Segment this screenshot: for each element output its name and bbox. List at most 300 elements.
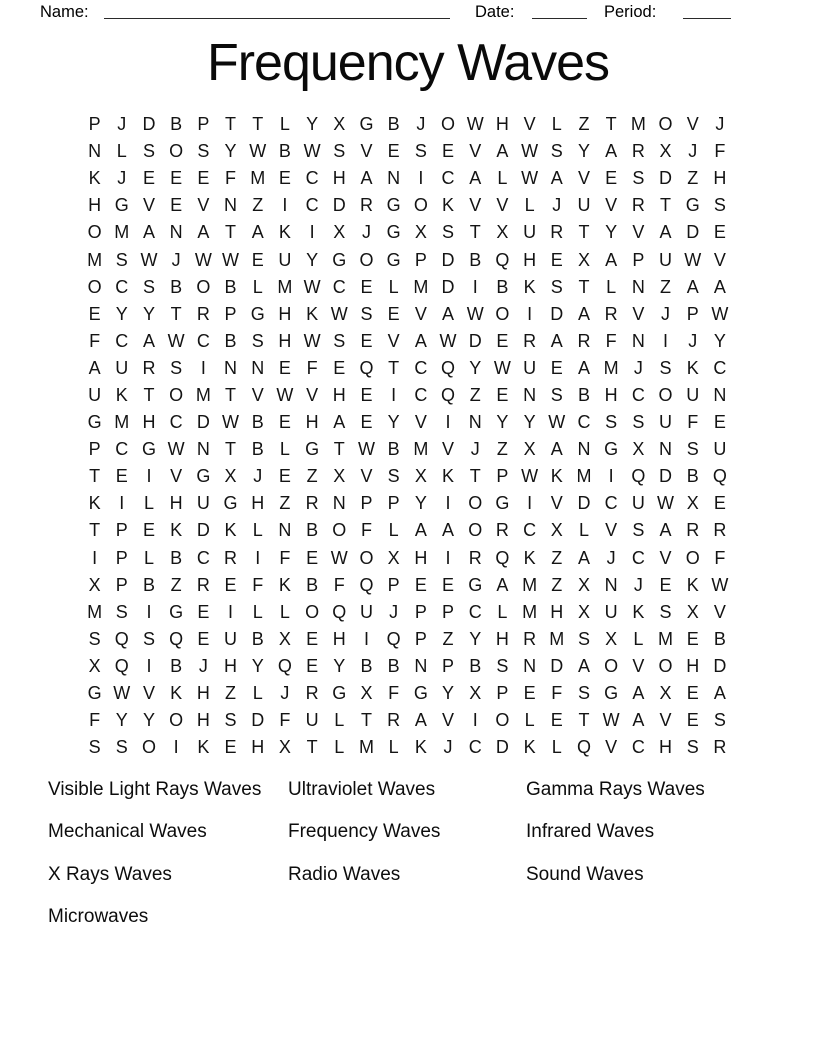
grid-letter-r20c18: M <box>549 628 565 649</box>
grid-letter-r21c5: J <box>198 655 208 676</box>
grid-letter-r19c19: X <box>577 601 590 622</box>
grid-letter-r17c24: F <box>714 547 726 568</box>
grid-letter-r2c10: S <box>333 141 346 162</box>
grid-letter-r23c9: U <box>305 710 319 731</box>
letter-grid <box>81 111 734 761</box>
grid-letter-r7c3: S <box>142 276 155 297</box>
grid-letter-r23c19: T <box>578 710 590 731</box>
grid-letter-r6c10: G <box>332 249 347 270</box>
grid-letter-r8c11: S <box>360 303 373 324</box>
grid-letter-r2c2: L <box>116 141 127 162</box>
grid-letter-r4c21: R <box>631 195 645 216</box>
grid-letter-r24c17: K <box>523 737 536 758</box>
grid-letter-r15c1: K <box>88 493 101 514</box>
grid-letter-r15c13: Y <box>414 493 427 514</box>
grid-letter-r6c16: Q <box>495 249 510 270</box>
grid-letter-r6c3: W <box>140 249 158 270</box>
grid-letter-r5c3: A <box>142 222 155 243</box>
grid-letter-r14c10: X <box>333 466 346 487</box>
grid-letter-r7c11: E <box>360 276 373 297</box>
grid-letter-r5c5: A <box>197 222 210 243</box>
grid-letter-r9c14: W <box>439 330 457 351</box>
grid-letter-r10c6: N <box>224 357 238 378</box>
grid-letter-r20c8: X <box>278 628 291 649</box>
grid-letter-r7c9: W <box>303 276 321 297</box>
grid-letter-r11c15: Z <box>469 384 481 405</box>
grid-letter-r8c1: E <box>88 303 101 324</box>
grid-letter-r21c11: B <box>360 655 373 676</box>
grid-letter-r10c1: A <box>88 357 101 378</box>
grid-letter-r8c14: A <box>442 303 455 324</box>
grid-letter-r10c10: E <box>333 357 346 378</box>
grid-letter-r3c2: J <box>117 168 127 189</box>
grid-letter-r18c24: W <box>711 574 729 595</box>
grid-letter-r13c1: P <box>88 439 101 460</box>
grid-letter-r17c11: O <box>359 547 374 568</box>
grid-letter-r3c20: E <box>605 168 618 189</box>
grid-letter-r4c23: G <box>685 195 700 216</box>
grid-letter-r8c24: W <box>711 303 729 324</box>
grid-letter-r8c23: P <box>686 303 699 324</box>
grid-letter-r4c10: D <box>332 195 346 216</box>
grid-letter-r9c20: F <box>605 330 617 351</box>
grid-letter-r24c4: I <box>173 737 179 758</box>
grid-letter-r18c2: P <box>115 574 128 595</box>
grid-letter-r19c11: U <box>359 601 373 622</box>
grid-letter-r17c19: A <box>577 547 590 568</box>
grid-letter-r18c11: Q <box>359 574 374 595</box>
grid-letter-r12c20: S <box>605 412 618 433</box>
grid-letter-r19c9: O <box>305 601 320 622</box>
grid-letter-r17c7: I <box>255 547 261 568</box>
grid-letter-r9c5: C <box>196 330 210 351</box>
grid-letter-r7c17: K <box>523 276 536 297</box>
grid-letter-r11c13: C <box>414 384 428 405</box>
grid-letter-r8c2: Y <box>115 303 128 324</box>
grid-letter-r24c22: H <box>659 737 673 758</box>
grid-letter-r4c16: V <box>496 195 509 216</box>
grid-letter-r20c21: L <box>633 628 644 649</box>
grid-letter-r1c10: X <box>333 114 346 135</box>
grid-letter-r11c18: S <box>550 384 563 405</box>
grid-letter-r9c10: S <box>333 330 346 351</box>
grid-letter-r11c17: N <box>523 384 537 405</box>
grid-letter-r13c13: M <box>413 439 429 460</box>
grid-letter-r1c4: B <box>170 114 183 135</box>
grid-letter-r14c4: V <box>170 466 183 487</box>
grid-letter-r4c2: G <box>114 195 129 216</box>
grid-letter-r13c16: Z <box>496 439 508 460</box>
grid-letter-r10c2: U <box>115 357 129 378</box>
grid-letter-r24c7: H <box>251 737 265 758</box>
grid-letter-r2c24: F <box>714 141 726 162</box>
grid-letter-r4c11: R <box>359 195 373 216</box>
grid-letter-r22c23: E <box>686 683 699 704</box>
grid-letter-r23c4: O <box>169 710 184 731</box>
grid-letter-r16c17: C <box>523 520 537 541</box>
grid-letter-r5c2: M <box>114 222 130 243</box>
grid-letter-r21c20: O <box>604 655 619 676</box>
grid-letter-r12c6: W <box>222 412 240 433</box>
grid-letter-r17c21: C <box>631 547 645 568</box>
grid-letter-r7c10: C <box>332 276 346 297</box>
grid-letter-r17c13: H <box>414 547 428 568</box>
grid-letter-r16c6: K <box>224 520 237 541</box>
grid-letter-r3c22: D <box>659 168 673 189</box>
grid-letter-r19c23: X <box>686 601 699 622</box>
grid-letter-r2c21: R <box>631 141 645 162</box>
grid-letter-r15c6: G <box>223 493 238 514</box>
grid-letter-r8c4: T <box>170 303 182 324</box>
word-list-item: Visible Light Rays Waves <box>48 779 262 800</box>
grid-letter-r18c17: M <box>522 574 538 595</box>
grid-letter-r2c3: S <box>142 141 155 162</box>
grid-letter-r15c12: P <box>387 493 400 514</box>
grid-letter-r11c21: C <box>631 384 645 405</box>
grid-letter-r13c14: V <box>442 439 455 460</box>
grid-letter-r7c22: Z <box>660 276 672 297</box>
grid-letter-r24c12: L <box>388 737 399 758</box>
word-list-item: Frequency Waves <box>288 821 441 843</box>
grid-letter-r2c20: A <box>605 141 618 162</box>
grid-letter-r18c4: Z <box>170 574 182 595</box>
grid-letter-r21c8: Q <box>277 655 292 676</box>
period-blank-line <box>683 1 731 19</box>
grid-letter-r1c19: Z <box>578 114 590 135</box>
grid-letter-r12c2: M <box>114 412 130 433</box>
grid-letter-r22c3: V <box>142 683 155 704</box>
grid-letter-r4c13: O <box>413 195 428 216</box>
grid-letter-r8c6: P <box>224 303 237 324</box>
grid-letter-r12c24: E <box>713 412 726 433</box>
grid-letter-r18c12: P <box>387 574 400 595</box>
grid-letter-r7c21: N <box>631 276 645 297</box>
grid-letter-r20c14: Z <box>442 628 454 649</box>
grid-letter-r11c23: U <box>686 384 700 405</box>
grid-letter-r14c19: M <box>576 466 592 487</box>
grid-letter-r23c24: S <box>713 710 726 731</box>
grid-letter-r2c17: W <box>521 141 539 162</box>
grid-letter-r17c15: R <box>468 547 482 568</box>
grid-letter-r3c15: A <box>469 168 482 189</box>
grid-letter-r10c22: S <box>659 357 672 378</box>
grid-letter-r1c9: Y <box>306 114 319 135</box>
grid-letter-r15c14: I <box>445 493 451 514</box>
grid-letter-r9c9: W <box>303 330 321 351</box>
grid-letter-r24c6: E <box>224 737 237 758</box>
grid-letter-r10c12: T <box>388 357 400 378</box>
grid-letter-r17c17: K <box>523 547 536 568</box>
grid-letter-r2c23: J <box>688 141 698 162</box>
grid-letter-r23c15: I <box>472 710 478 731</box>
grid-letter-r14c5: G <box>196 466 211 487</box>
grid-letter-r24c15: C <box>468 737 482 758</box>
grid-letter-r2c7: W <box>249 141 267 162</box>
grid-letter-r21c17: N <box>523 655 537 676</box>
grid-letter-r21c16: S <box>496 655 509 676</box>
grid-letter-r7c4: B <box>170 276 183 297</box>
grid-letter-r8c21: V <box>632 303 645 324</box>
grid-letter-r15c18: V <box>550 493 563 514</box>
grid-letter-r11c3: T <box>143 384 155 405</box>
grid-letter-r20c6: U <box>224 628 238 649</box>
grid-letter-r14c7: J <box>253 466 263 487</box>
grid-letter-r7c5: O <box>196 276 211 297</box>
grid-letter-r19c13: P <box>414 601 427 622</box>
puzzle-title: Frequency Waves <box>206 34 610 92</box>
grid-letter-r5c11: J <box>361 222 371 243</box>
grid-letter-r9c21: N <box>631 330 645 351</box>
grid-letter-r2c16: A <box>496 141 509 162</box>
word-list-item: Mechanical Waves <box>48 821 207 843</box>
grid-letter-r12c10: A <box>333 412 346 433</box>
grid-letter-r1c6: T <box>225 114 237 135</box>
grid-letter-r21c3: I <box>146 655 152 676</box>
grid-letter-r21c10: Y <box>333 655 346 676</box>
grid-letter-r22c17: E <box>523 683 536 704</box>
grid-letter-r22c12: F <box>388 683 400 704</box>
grid-letter-r22c6: Z <box>225 683 237 704</box>
grid-letter-r3c4: E <box>170 168 183 189</box>
grid-letter-r15c19: D <box>577 493 591 514</box>
grid-letter-r5c24: E <box>713 222 726 243</box>
grid-letter-r8c3: Y <box>142 303 155 324</box>
grid-letter-r20c19: S <box>577 628 590 649</box>
grid-letter-r14c12: S <box>387 466 400 487</box>
grid-letter-r2c8: B <box>278 141 291 162</box>
grid-letter-r22c11: X <box>360 683 373 704</box>
grid-letter-r22c13: G <box>413 683 428 704</box>
grid-letter-r22c4: K <box>170 683 183 704</box>
grid-letter-r23c20: W <box>602 710 620 731</box>
grid-letter-r18c15: G <box>468 574 483 595</box>
grid-letter-r12c11: E <box>360 412 373 433</box>
grid-letter-r14c22: D <box>659 466 673 487</box>
grid-letter-r1c23: V <box>686 114 699 135</box>
grid-letter-r8c5: R <box>196 303 210 324</box>
grid-letter-r23c8: F <box>279 710 291 731</box>
grid-letter-r16c14: A <box>442 520 455 541</box>
grid-letter-r3c18: A <box>550 168 563 189</box>
grid-letter-r7c13: M <box>413 276 429 297</box>
grid-letter-r6c6: W <box>222 249 240 270</box>
grid-letter-r19c4: G <box>169 601 184 622</box>
grid-letter-r1c1: P <box>88 114 101 135</box>
grid-letter-r20c22: M <box>658 628 674 649</box>
grid-letter-r22c10: G <box>332 683 347 704</box>
grid-letter-r4c3: V <box>142 195 155 216</box>
grid-letter-r12c21: S <box>632 412 645 433</box>
grid-letter-r16c7: L <box>252 520 263 541</box>
grid-letter-r18c7: F <box>252 574 264 595</box>
grid-letter-r16c2: P <box>115 520 128 541</box>
grid-letter-r1c18: L <box>551 114 562 135</box>
grid-letter-r16c19: L <box>578 520 589 541</box>
grid-letter-r22c7: L <box>252 683 263 704</box>
grid-letter-r24c5: K <box>197 737 210 758</box>
grid-letter-r13c4: W <box>167 439 185 460</box>
grid-letter-r1c21: M <box>630 114 646 135</box>
grid-letter-r14c15: T <box>469 466 481 487</box>
grid-letter-r15c7: H <box>251 493 265 514</box>
grid-letter-r19c14: P <box>442 601 455 622</box>
grid-letter-r18c18: Z <box>551 574 563 595</box>
grid-letter-r7c15: I <box>472 276 478 297</box>
grid-letter-r15c4: H <box>169 493 183 514</box>
grid-letter-r3c24: H <box>713 168 727 189</box>
grid-letter-r10c4: S <box>170 357 183 378</box>
grid-letter-r19c20: U <box>604 601 618 622</box>
grid-letter-r11c9: V <box>306 384 319 405</box>
grid-letter-r23c12: R <box>387 710 401 731</box>
grid-letter-r17c9: E <box>306 547 319 568</box>
date-blank-line <box>532 1 587 19</box>
grid-letter-r9c4: W <box>167 330 185 351</box>
grid-letter-r20c1: S <box>88 628 101 649</box>
grid-letter-r10c23: K <box>686 357 699 378</box>
grid-letter-r23c11: T <box>360 710 372 731</box>
grid-letter-r1c13: J <box>416 114 426 135</box>
grid-letter-r14c8: E <box>278 466 291 487</box>
grid-letter-r9c18: A <box>550 330 563 351</box>
grid-letter-r12c12: Y <box>387 412 400 433</box>
grid-letter-r8c8: H <box>278 303 292 324</box>
grid-letter-r24c1: S <box>88 737 101 758</box>
grid-letter-r22c5: H <box>196 683 210 704</box>
grid-letter-r3c7: M <box>250 168 266 189</box>
grid-letter-r13c19: N <box>577 439 591 460</box>
grid-letter-r9c24: Y <box>713 330 726 351</box>
grid-letter-r2c22: X <box>659 141 672 162</box>
grid-letter-r5c4: N <box>169 222 183 243</box>
grid-letter-r5c7: A <box>251 222 264 243</box>
grid-letter-r10c20: M <box>603 357 619 378</box>
grid-letter-r8c16: O <box>495 303 510 324</box>
grid-letter-r14c21: Q <box>631 466 646 487</box>
grid-letter-r21c9: E <box>306 655 319 676</box>
grid-letter-r12c23: F <box>687 412 699 433</box>
grid-letter-r4c12: G <box>386 195 401 216</box>
grid-letter-r16c5: D <box>196 520 210 541</box>
grid-letter-r7c2: C <box>115 276 129 297</box>
grid-letter-r12c8: E <box>278 412 291 433</box>
grid-letter-r24c13: K <box>414 737 427 758</box>
word-list-item: Sound Waves <box>526 863 644 885</box>
grid-letter-r18c20: N <box>604 574 618 595</box>
grid-letter-r3c23: Z <box>687 168 699 189</box>
grid-letter-r21c18: D <box>550 655 564 676</box>
grid-letter-r20c5: E <box>197 628 210 649</box>
grid-letter-r8c19: A <box>577 303 590 324</box>
grid-letter-r1c8: L <box>279 114 290 135</box>
grid-letter-r13c24: U <box>713 439 727 460</box>
grid-letter-r10c17: U <box>523 357 537 378</box>
grid-letter-r8c9: K <box>306 303 319 324</box>
grid-letter-r11c7: V <box>251 384 264 405</box>
name-blank-line <box>104 1 450 19</box>
grid-letter-r9c16: E <box>496 330 509 351</box>
grid-letter-r12c5: D <box>196 412 210 433</box>
grid-letter-r7c18: S <box>550 276 563 297</box>
grid-letter-r19c16: L <box>497 601 508 622</box>
grid-letter-r13c2: C <box>115 439 129 460</box>
grid-letter-r18c3: B <box>142 574 155 595</box>
grid-letter-r24c20: V <box>605 737 618 758</box>
grid-letter-r24c8: X <box>278 737 291 758</box>
grid-letter-r12c13: V <box>414 412 427 433</box>
grid-letter-r16c22: A <box>659 520 672 541</box>
grid-letter-r15c23: X <box>686 493 699 514</box>
grid-letter-r13c11: W <box>357 439 375 460</box>
grid-letter-r20c11: I <box>363 628 369 649</box>
grid-letter-r16c4: K <box>170 520 183 541</box>
grid-letter-r6c24: V <box>713 249 726 270</box>
grid-letter-r6c9: Y <box>306 249 319 270</box>
grid-letter-r23c17: L <box>524 710 535 731</box>
grid-letter-r19c22: S <box>659 601 672 622</box>
grid-letter-r18c1: X <box>88 574 101 595</box>
grid-letter-r20c17: R <box>523 628 537 649</box>
grid-letter-r18c16: A <box>496 574 509 595</box>
grid-letter-r1c2: J <box>117 114 127 135</box>
grid-letter-r7c20: L <box>606 276 617 297</box>
grid-letter-r12c14: I <box>445 412 451 433</box>
grid-letter-r16c20: V <box>605 520 618 541</box>
grid-letter-r6c11: O <box>359 249 374 270</box>
grid-letter-r10c3: R <box>142 357 156 378</box>
grid-letter-r19c18: H <box>550 601 564 622</box>
word-list <box>48 779 768 948</box>
grid-letter-r19c17: M <box>522 601 538 622</box>
grid-letter-r22c2: W <box>113 683 131 704</box>
grid-letter-r13c22: N <box>659 439 673 460</box>
grid-letter-r23c1: F <box>89 710 101 731</box>
grid-letter-r16c24: R <box>713 520 727 541</box>
grid-letter-r3c5: E <box>197 168 210 189</box>
grid-letter-r14c16: P <box>496 466 509 487</box>
grid-letter-r21c24: D <box>713 655 727 676</box>
grid-letter-r17c4: B <box>170 547 183 568</box>
grid-letter-r6c2: S <box>115 249 128 270</box>
grid-letter-r12c15: N <box>468 412 482 433</box>
period-label: Period: <box>604 3 657 21</box>
grid-letter-r8c15: W <box>466 303 484 324</box>
grid-letter-r4c8: I <box>282 195 288 216</box>
grid-letter-r17c8: F <box>279 547 291 568</box>
grid-letter-r14c14: K <box>442 466 455 487</box>
grid-letter-r22c15: X <box>469 683 482 704</box>
grid-letter-r11c22: O <box>658 384 673 405</box>
grid-letter-r16c21: S <box>632 520 645 541</box>
grid-letter-r5c8: K <box>278 222 291 243</box>
grid-letter-r8c20: R <box>604 303 618 324</box>
grid-letter-r1c12: B <box>387 114 400 135</box>
grid-letter-r13c18: A <box>550 439 563 460</box>
grid-letter-r2c4: O <box>169 141 184 162</box>
grid-letter-r6c13: P <box>414 249 427 270</box>
grid-letter-r12c19: C <box>577 412 591 433</box>
grid-letter-r6c20: A <box>605 249 618 270</box>
grid-letter-r11c8: W <box>276 384 294 405</box>
grid-letter-r10c18: E <box>550 357 563 378</box>
grid-letter-r12c9: H <box>305 412 319 433</box>
grid-letter-r16c11: F <box>360 520 372 541</box>
grid-letter-r18c14: E <box>442 574 455 595</box>
grid-letter-r4c5: V <box>197 195 210 216</box>
grid-letter-r14c17: W <box>521 466 539 487</box>
grid-letter-r21c1: X <box>88 655 101 676</box>
grid-letter-r16c1: T <box>89 520 101 541</box>
